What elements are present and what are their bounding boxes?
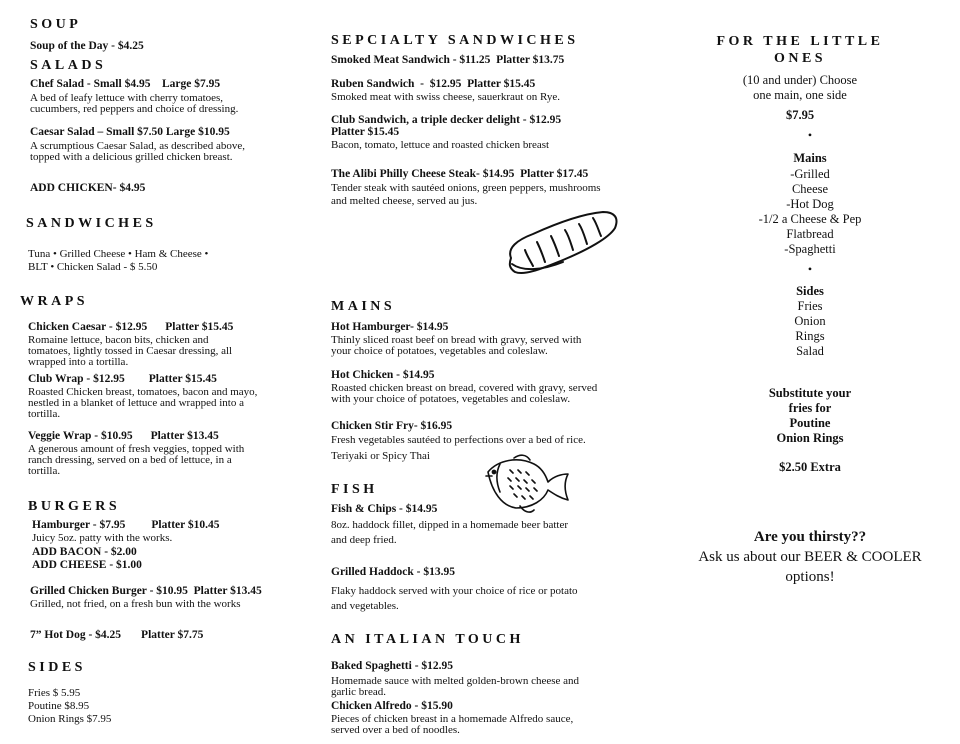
kids-mains-list <box>700 167 920 257</box>
hamburger-desc: Juicy 5oz. patty with the works. <box>32 532 173 544</box>
sandwiches-heading: SANDWICHES <box>26 216 157 231</box>
kids-main-item: -1/2 a Cheese & Pep <box>758 212 862 226</box>
kids-side-item: Onion <box>794 314 826 328</box>
kids-side-item: Rings <box>795 329 825 343</box>
club-sandwich-desc: Bacon, tomato, lettuce and roasted chicken breast <box>331 139 550 151</box>
kids-heading: FOR THE LITTLE ONES <box>716 34 884 66</box>
caesar-salad-name: Caesar Salad – Small $7.50 Large $10.95 <box>30 126 230 138</box>
bread-loaf-icon <box>503 206 621 284</box>
kids-intro: (10 and under) Choose one main, one side <box>742 73 858 102</box>
grilled-chicken-burger-name: Grilled Chicken Burger - $10.95 Platter $13.45 <box>30 585 262 597</box>
hamburger-name: Hamburger - $7.95 Platter $10.45 <box>32 519 220 531</box>
kids-price: $7.95 <box>785 108 815 122</box>
italian-heading: AN ITALIAN TOUCH <box>331 632 524 647</box>
grilled-haddock-desc: Flaky haddock served with your choice of rice or potato and vegetables. <box>331 585 578 612</box>
fish-heading: FISH <box>331 482 378 497</box>
baked-spaghetti-desc: Homemade sauce with melted golden-brown cheese and garlic bread. <box>331 675 580 698</box>
kids-sides-heading: Sides <box>796 284 824 298</box>
wraps-heading: WRAPS <box>20 294 89 309</box>
veggie-wrap-desc: A generous amount of fresh veggies, topped with ranch dressing, served on a bed of lettuce, in a tortilla. <box>28 443 245 477</box>
chicken-caesar-wrap-desc: Romaine lettuce, bacon bits, chicken and tomatoes, lightly tossed in Caesar dressing, all wrapped into a tortilla. <box>28 334 233 368</box>
kids-main-item: Cheese <box>791 182 829 196</box>
add-chicken: ADD CHICKEN- $4.95 <box>30 182 146 194</box>
soup-heading: SOUP <box>30 17 82 32</box>
drinks-text: Ask us about our BEER & COOLER options! <box>698 549 922 585</box>
kids-main-item: Flatbread <box>786 227 834 241</box>
fish-chips-name: Fish & Chips - $14.95 <box>331 503 438 515</box>
kids-side-item: Salad <box>796 344 824 358</box>
caesar-salad-desc: A scrumptious Caesar Salad, as described above, topped with a delicious grilled chicken breast. <box>30 140 246 163</box>
grilled-haddock-name: Grilled Haddock - $13.95 <box>331 566 455 578</box>
chicken-stir-fry-desc: Fresh vegetables sautéed to perfections over a bed of rice. Teriyaki or Spicy Thai <box>331 434 586 462</box>
kids-main-item: -Spaghetti <box>784 242 836 256</box>
side-item: Onion Rings $7.95 <box>28 713 112 725</box>
kids-side-item: Fries <box>797 299 823 313</box>
club-sandwich-name: Club Sandwich, a triple decker delight - $12.95 Platter $15.45 <box>331 114 562 138</box>
hot-hamburger-name: Hot Hamburger- $14.95 <box>331 321 449 333</box>
chicken-alfredo-desc: Pieces of chicken breast in a homemade Alfredo sauce, served over a bed of noodles. <box>331 713 574 736</box>
baked-spaghetti-name: Baked Spaghetti - $12.95 <box>331 660 454 672</box>
drinks-title: Are you thirsty?? <box>753 529 867 545</box>
reuben-sandwich-name: Ruben Sandwich - $12.95 Platter $15.45 <box>331 78 536 90</box>
fish-chips-desc: 8oz. haddock fillet, dipped in a homemade beer batter and deep fried. <box>331 519 569 546</box>
reuben-sandwich-desc: Smoked meat with swiss cheese, sauerkraut on Rye. <box>331 91 560 103</box>
kids-bullet-2: • <box>807 262 813 276</box>
fish-icon <box>484 452 572 516</box>
smoked-meat-sandwich: Smoked Meat Sandwich - $11.25 Platter $13.75 <box>331 54 565 66</box>
chicken-stir-fry-name: Chicken Stir Fry- $16.95 <box>331 420 453 432</box>
club-wrap-desc: Roasted Chicken breast, tomatoes, bacon and mayo, nestled in a blanket of lettuce and wrapped into a tortilla. <box>28 386 258 420</box>
kids-main-item: -Hot Dog <box>786 197 834 211</box>
philly-cheese-steak-name: The Alibi Philly Cheese Steak- $14.95 Platter $17.45 <box>331 168 589 180</box>
substitute-extra-price: $2.50 Extra <box>779 460 841 474</box>
kids-mains-heading: Mains <box>793 151 827 165</box>
specialty-heading: SEPCIALTY SANDWICHES <box>331 33 579 48</box>
kids-main-item: -Grilled <box>790 167 830 181</box>
chicken-caesar-wrap-name: Chicken Caesar - $12.95 Platter $15.45 <box>28 321 234 333</box>
add-bacon: ADD BACON - $2.00 <box>32 546 137 558</box>
salads-heading: SALADS <box>30 58 107 73</box>
hot-chicken-desc: Roasted chicken breast on bread, covered with gravy, served with your choice of potatoes, vegetables and coleslaw. <box>331 382 598 405</box>
burgers-heading: BURGERS <box>28 499 121 514</box>
club-wrap-name: Club Wrap - $12.95 Platter $15.45 <box>28 373 217 385</box>
chef-salad-desc: A bed of leafy lettuce with cherry tomatoes, cucumbers, red peppers and choice of dressing. <box>30 92 239 115</box>
mains-heading: MAINS <box>331 299 396 314</box>
soup-of-the-day: Soup of the Day - $4.25 <box>30 40 144 52</box>
hot-hamburger-desc: Thinly sliced roast beef on bread with gravy, served with your choice of potatoes, vegetables and coleslaw. <box>331 334 582 357</box>
chicken-alfredo-name: Chicken Alfredo - $15.90 <box>331 700 453 712</box>
chef-salad-name: Chef Salad - Small $4.95 Large $7.95 <box>30 78 221 90</box>
hot-chicken-name: Hot Chicken - $14.95 <box>331 369 435 381</box>
side-item: Fries $ 5.95 <box>28 687 81 699</box>
sides-heading: SIDES <box>28 660 86 675</box>
sides-list <box>28 687 111 726</box>
kids-bullet: • <box>807 128 813 142</box>
side-item: Poutine $8.95 <box>28 700 90 712</box>
add-cheese: ADD CHEESE - $1.00 <box>32 559 142 571</box>
sandwiches-list: Tuna • Grilled Cheese • Ham & Cheese • BLT • Chicken Salad - $ 5.50 <box>28 248 209 273</box>
kids-sides-list <box>700 299 920 359</box>
hot-dog-name: 7” Hot Dog - $4.25 Platter $7.75 <box>30 629 204 641</box>
philly-cheese-steak-desc: Tender steak with sautéed onions, green peppers, mushrooms and melted cheese, served au jus. <box>331 182 601 207</box>
veggie-wrap-name: Veggie Wrap - $10.95 Platter $13.45 <box>28 430 219 442</box>
substitute-fries-note: Substitute your fries for Poutine Onion Rings <box>768 386 852 445</box>
grilled-chicken-burger-desc: Grilled, not fried, on a fresh bun with the works <box>30 598 241 610</box>
